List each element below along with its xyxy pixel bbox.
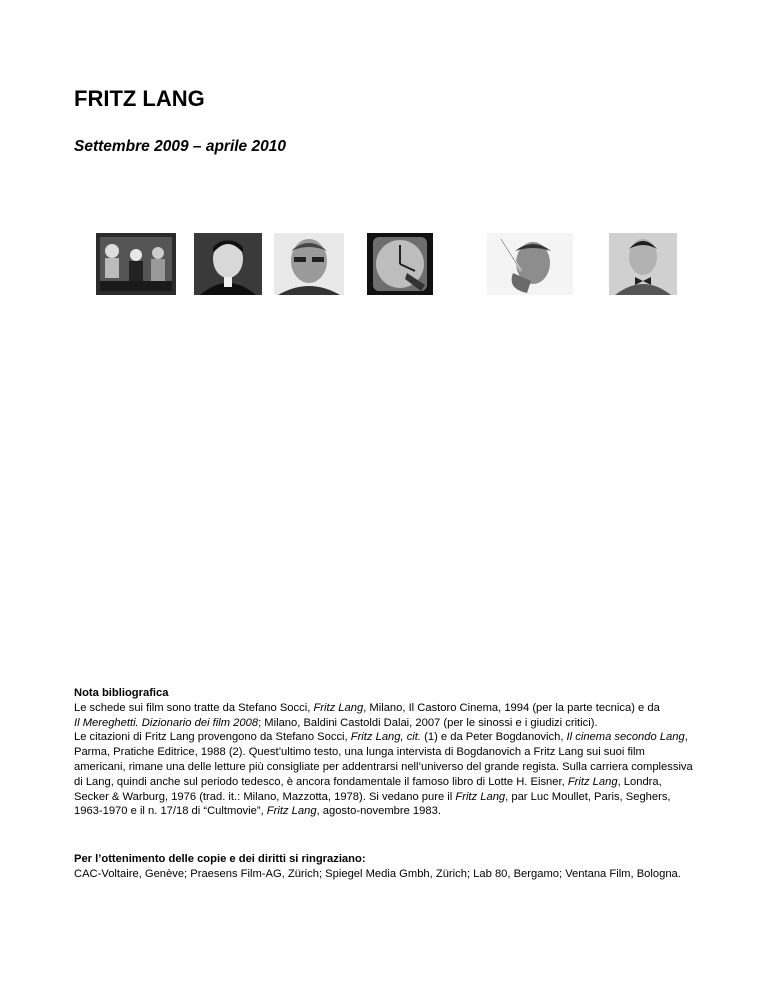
bibliographic-note — [74, 686, 694, 819]
bibliographic-note-paragraph-2: Il Mereghetti. Dizionario dei film 2008; Milano, Baldini Castoldi Dalai, 2007 (per le sinossi e i giudizi critici). — [74, 716, 598, 729]
bibliographic-note-heading: Nota bibliografica — [74, 687, 169, 699]
acknowledgements — [74, 852, 694, 882]
document-title: FRITZ LANG — [74, 86, 205, 111]
portrait-man-photo — [194, 233, 262, 295]
portrait-man-cigarette-photo — [487, 233, 573, 295]
portrait-man-bowtie-photo — [609, 233, 677, 295]
bibliographic-note-paragraph-1: Le schede sui film sono tratte da Stefano Socci, Fritz Lang, Milano, Il Castoro Cinema, 1994 (per la parte tecnica) e da — [74, 701, 660, 714]
acknowledgements-heading: Per l’ottenimento delle copie e dei diritti si ringraziano: — [74, 853, 366, 865]
portrait-older-man-photo — [274, 233, 344, 295]
bibliographic-note-paragraph-3: Le citazioni di Fritz Lang provengono da Stefano Socci, Fritz Lang, cit. (1) e da Peter Bogdanovich, Il cinema secondo Lang, Parma, Pratiche Editrice, 1988 (2). Quest’ultimo testo, una lunga intervista di Bogdanovich a Fritz Lang sui suoi film americani, rimane una delle letture più consigliate per addentrarsi nell’universo del grande regista. Sulla carriera complessiva di Lang, quindi anche sul periodo tedesco, è ancora fondamentale il famoso libro di Lotte H. Eisner, Fritz Lang, Londra, Secker & Warburg, 1976 (trad. it.: Milano, Mazzotta, 1978). Si vedano pure il Fritz Lang, par Luc Moullet, Paris, Seghers, 1963-1970 e il n. 17/18 di “Cultmovie”, Fritz Lang, agosto-novembre 1983. — [74, 731, 693, 818]
document-subtitle: Settembre 2009 – aprile 2010 — [74, 138, 286, 155]
acknowledgements-text: CAC-Voltaire, Genève; Praesens Film-AG, Zürich; Spiegel Media Gmbh, Zürich; Lab 80, Bergamo; Ventana Film, Bologna. — [74, 867, 681, 880]
film-still-group-photo — [96, 233, 176, 295]
clock-film-still-photo — [367, 233, 433, 295]
